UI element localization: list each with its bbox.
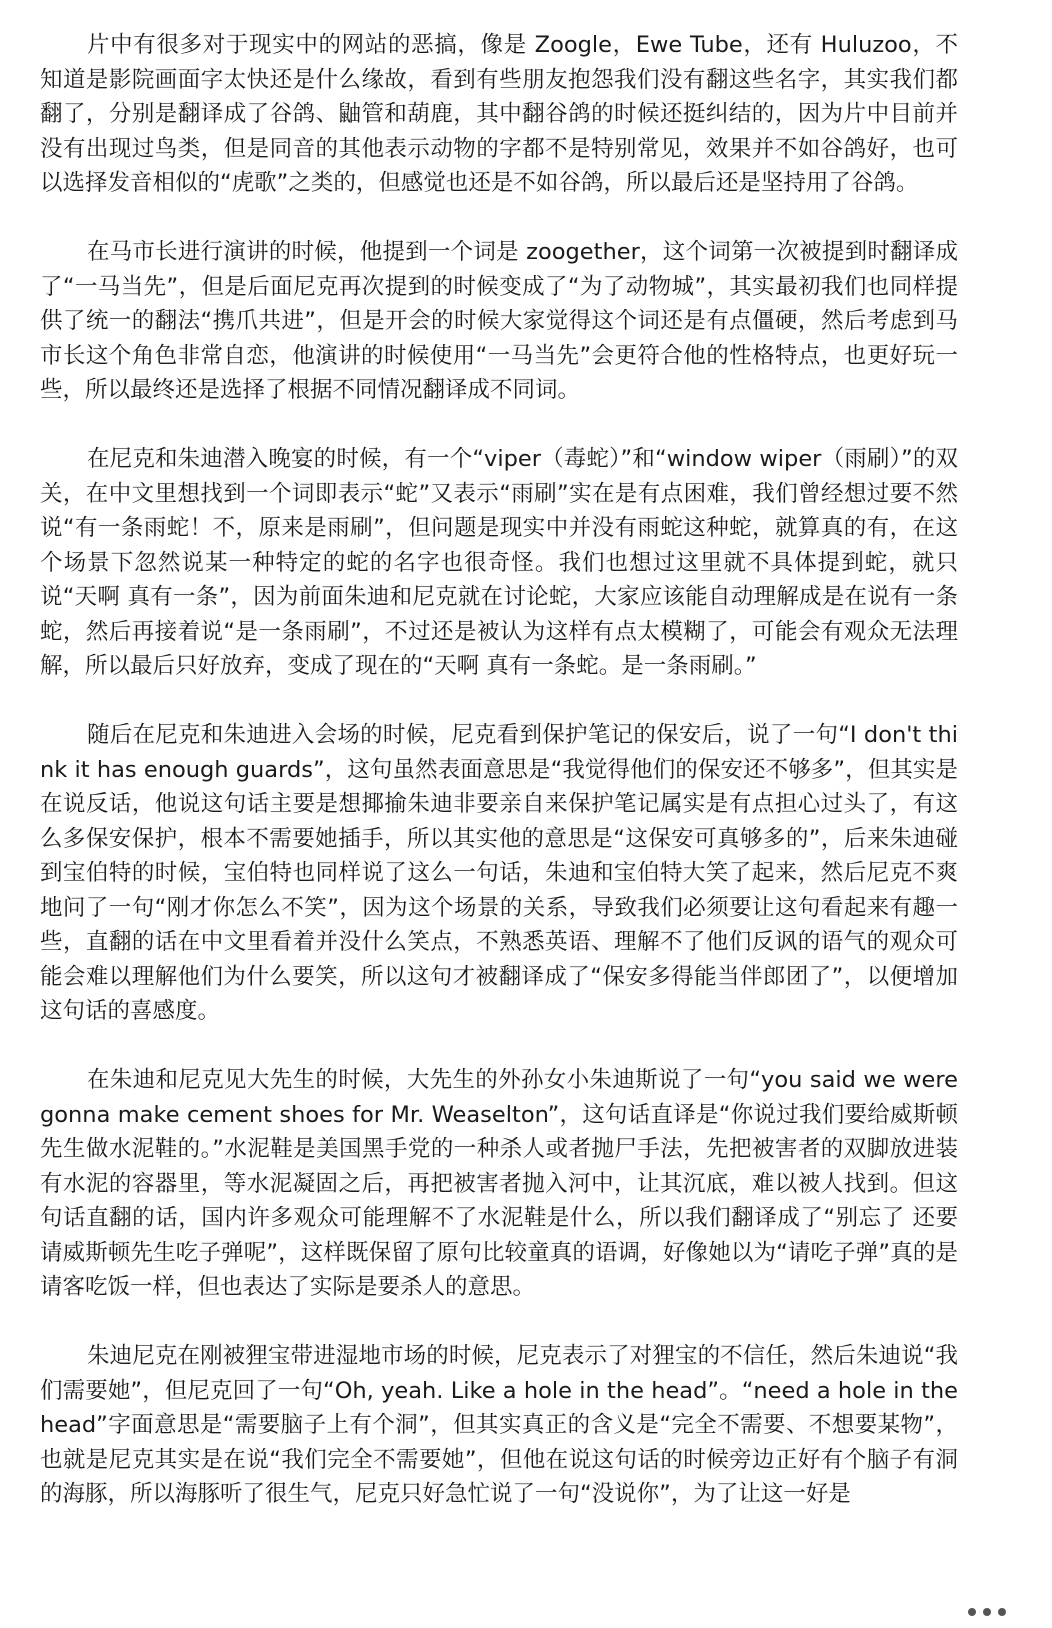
paragraph-zoogether: 在马市长进行演讲的时候，他提到一个词是 zoogether，这个词第一次被提到时翻译成了“一马当先”，但是后面尼克再次提到的时候变成了“为了动物城”，其实最初我们也同样提供了统一的翻法“携爪共进”，但是开会的时候大家觉得这个词还是有点僵硬，然后考虑到马市长这个角色非常自恋，他演讲的时候使用“一马当先”会更符合他的性格特点，也更好玩一些，所以最终还是选择了根据不同情况翻译成不同词。 — [40, 239, 958, 403]
article-body — [40, 28, 958, 1512]
paragraph-hole-in-head: 朱迪尼克在刚被狸宝带进湿地市场的时候，尼克表示了对狸宝的不信任，然后朱迪说“我们需要她”，但尼克回了一句“Oh, yeah. Like a hole in the head”。“need a hole in the head”字面意思是“需要脑子上有个洞”，但其实真正的含义是“完全不需要、不想要某物”，也就是尼克其实是在说“我们完全不需要她”，但他在说这句话的时候旁边正好有个脑子有洞的海豚，所以海豚听了很生气，尼克只好急忙说了一句“没说你”，为了让这一好是 — [40, 1343, 958, 1507]
paragraph-cement-shoes: 在朱迪和尼克见大先生的时候，大先生的外孙女小朱迪斯说了一句“you said we were gonna make cement shoes for Mr. Weaselton”，这句话直译是“你说过我们要给威斯顿先生做水泥鞋的。”水泥鞋是美国黑手党的一种杀人或者抛尸手法，先把被害者的双脚放进装有水泥的容器里，等水泥凝固之后，再把被害者抛入河中，让其沉底，难以被人找到。但这句话直翻的话，国内许多观众可能理解不了水泥鞋是什么，所以我们翻译成了“别忘了 还要请威斯顿先生吃子弹呢”，这样既保留了原句比较童真的语调，好像她以为“请吃子弹”真的是请客吃饭一样，但也表达了实际是要杀人的意思。 — [40, 1067, 958, 1300]
paragraph-guards: 随后在尼克和朱迪进入会场的时候，尼克看到保护笔记的保安后，说了一句“I don't think it has enough guards”，这句虽然表面意思是“我觉得他们的保安还不够多”，但其实是在说反话，他说这句话主要是想揶揄朱迪非要亲自来保护笔记属实是有点担心过头了，有这么多保安保护，根本不需要她插手，所以其实他的意思是“这保安可真够多的”，后来朱迪碰到宝伯特的时候，宝伯特也同样说了这么一句话，朱迪和宝伯特大笑了起来，然后尼克不爽地问了一句“刚才你怎么不笑”，因为这个场景的关系，导致我们必须要让这句看起来有趣一些，直翻的话在中文里看着并没什么笑点，不熟悉英语、理解不了他们反讽的语气的观众可能会难以理解他们为什么要笑，所以这句才被翻译成了“保安多得能当伴郎团了”，以便增加这句话的喜感度。 — [40, 722, 958, 1024]
ellipsis-dot-icon — [998, 1608, 1006, 1616]
paragraph-viper: 在尼克和朱迪潜入晚宴的时候，有一个“viper（毒蛇）”和“window wiper（雨刷）”的双关，在中文里想找到一个词即表示“蛇”又表示“雨刷”实在是有点困难，我们曾经想过要不然说“有一条雨蛇！不，原来是雨刷”，但问题是现实中并没有雨蛇这种蛇，就算真的有，在这个场景下忽然说某一种特定的蛇的名字也很奇怪。我们也想过这里就不具体提到蛇，就只说“天啊 真有一条”，因为前面朱迪和尼克就在讨论蛇，大家应该能自动理解成是在说有一条蛇，然后再接着说“是一条雨刷”，不过还是被认为这样有点太模糊了，可能会有观众无法理解，所以最后只好放弃，变成了现在的“天啊 真有一条蛇。是一条雨刷。” — [40, 446, 958, 679]
more-ellipsis-icon[interactable] — [968, 1608, 1006, 1616]
ellipsis-dot-icon — [983, 1608, 991, 1616]
truncation-fade — [812, 1538, 1052, 1628]
ellipsis-dot-icon — [968, 1608, 976, 1616]
paragraph-zoogle: 片中有很多对于现实中的网站的恶搞，像是 Zoogle，Ewe Tube，还有 Huluzoo，不知道是影院画面字太快还是什么缘故，看到有些朋友抱怨我们没有翻这些名字，其实我们都翻了，分别是翻译成了谷鸽、鼬管和葫鹿，其中翻谷鸽的时候还挺纠结的，因为片中目前并没有出现过鸟类，但是同音的其他表示动物的字都不是特别常见，效果并不如谷鸽好，也可以选择发音相似的“虎歌”之类的，但感觉也还是不如谷鸽，所以最后还是坚持用了谷鸽。 — [40, 32, 958, 196]
